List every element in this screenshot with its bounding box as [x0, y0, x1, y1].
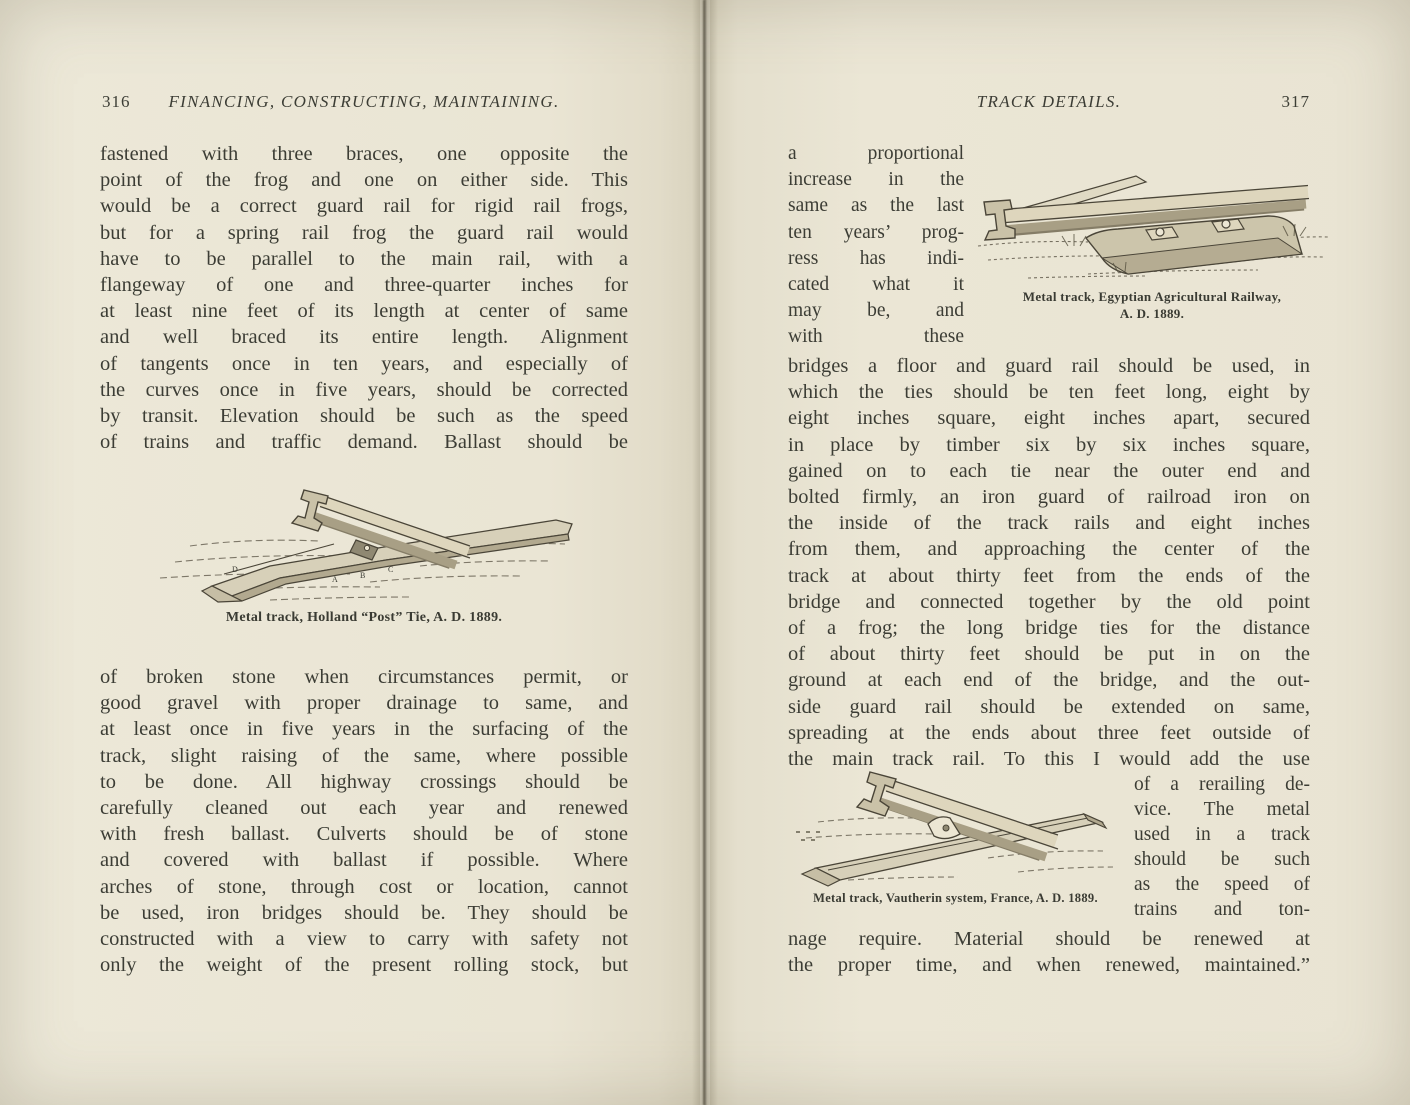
text-line: side guard rail should be extended on same, [788, 695, 1310, 718]
text-line: ress has indi- [788, 247, 964, 269]
text-line: a proportional [788, 143, 964, 164]
text-line: of about thirty feet should be put in on the [788, 643, 1310, 666]
text-line: track at about thirty feet from the ends of the [788, 564, 1310, 587]
text-line: as the speed of [1134, 874, 1310, 895]
text-line: at least nine feet of its length at center of same [100, 300, 628, 323]
text-line: track, slight raising of the same, where possible [100, 744, 628, 767]
text-line: only the weight of the present rolling stock, but [100, 954, 628, 977]
text-line: fastened with three braces, one opposite the [100, 143, 628, 165]
text-line: arches of stone, through cost or location, cannot [100, 875, 628, 898]
page-gutter-shadow [692, 0, 718, 1105]
text-line: the main track rail. To this I would add the use [788, 748, 1310, 771]
text-line: would be a correct guard rail for rigid rail frogs, [100, 195, 628, 218]
right-running-header [788, 92, 1310, 116]
text-line: trains and ton- [1134, 899, 1310, 920]
text-line: from them, and approaching the center of the [788, 538, 1310, 561]
text-line: nage require. Material should be renewed at [788, 928, 1310, 950]
text-line: constructed with a view to carry with safety not [100, 928, 628, 951]
text-line: of broken stone when circumstances permit, or [100, 666, 628, 688]
right-closing [788, 926, 1310, 978]
text-line: of trains and traffic demand. Ballast should be [100, 431, 628, 454]
text-line: to be done. All highway crossings should be [100, 770, 628, 793]
text-line: carefully cleaned out each year and renewed [100, 797, 628, 820]
text-line: at least once in five years in the surfacing of the [100, 718, 628, 741]
text-line: good gravel with proper drainage to same, and [100, 692, 628, 715]
text-line: used in a track [1134, 824, 1310, 845]
text-line: eight inches square, eight inches apart, secured [788, 407, 1310, 430]
right-body [788, 353, 1310, 772]
right-wrap-right-column [1134, 772, 1310, 922]
text-line: but for a spring rail frog the guard rail would [100, 221, 628, 244]
egyptian-railway-figure [968, 150, 1336, 288]
text-line: ten years’ prog- [788, 221, 964, 243]
text-line: the inside of the track rails and eight inches [788, 512, 1310, 535]
svg-text:C: C [388, 565, 394, 574]
left-page-number: 316 [102, 92, 131, 111]
left-header-title: FINANCING, CONSTRUCTING, MAINTAINING. [168, 92, 560, 111]
text-line: vice. The metal [1134, 799, 1310, 820]
left-paragraph-1 [100, 141, 628, 455]
text-line: with fresh ballast. Culverts should be of stone [100, 823, 628, 846]
right-figure1-caption-line1: Metal track, Egyptian Agricultural Railway, [1022, 289, 1282, 304]
text-line: bolted firmly, an iron guard of railroad iron on [788, 486, 1310, 509]
text-line: the curves once in five years, should be corrected [100, 378, 628, 401]
text-line: of a frog; the long bridge ties for the distance [788, 617, 1310, 640]
svg-text:D: D [232, 565, 238, 574]
page-gutter-line [703, 0, 705, 1105]
text-line: should be such [1134, 849, 1310, 870]
page-left [0, 0, 700, 1105]
left-paragraph-2 [100, 664, 628, 978]
text-line: of a rerailing de- [1134, 774, 1310, 795]
text-line: spreading at the ends about three feet outside of [788, 721, 1310, 744]
text-line: increase in the [788, 169, 964, 191]
text-line: same as the last [788, 195, 964, 217]
right-page-number: 317 [1281, 92, 1310, 111]
text-line: the proper time, and when renewed, maintained.” [788, 954, 1310, 977]
text-line: of tangents once in ten years, and especially of [100, 352, 628, 375]
holland-post-tie-figure [120, 478, 600, 608]
text-line: may be, and [788, 300, 964, 322]
text-line: bridge and connected together by the old point [788, 590, 1310, 613]
text-line: bridges a floor and guard rail should be used, in [788, 355, 1310, 377]
text-line: gained on to each tie near the outer end and [788, 459, 1310, 482]
right-figure1-caption [968, 288, 1336, 322]
text-line: flangeway of one and three-quarter inches for [100, 274, 628, 297]
text-line: be used, iron bridges should be. They should be [100, 901, 628, 924]
right-figure2-caption: Metal track, Vautherin system, France, A. D. 1889. [813, 891, 1098, 905]
svg-text:B: B [360, 571, 366, 580]
text-line: in place by timber six by six inches square, [788, 433, 1310, 456]
text-line: have to be parallel to the main rail, with a [100, 247, 628, 270]
text-line: and well braced its entire length. Alignment [100, 326, 628, 349]
right-figure1-caption-line2: A. D. 1889. [1119, 306, 1185, 321]
page-right [710, 0, 1410, 1105]
right-header-title: TRACK DETAILS. [976, 92, 1122, 111]
left-running-header [100, 92, 628, 116]
text-line: cated what it [788, 274, 964, 296]
right-wrap-left-column [788, 141, 964, 351]
text-line: by transit. Elevation should be such as the speed [100, 405, 628, 428]
vautherin-figure [788, 762, 1123, 890]
text-line: with these [788, 326, 964, 348]
text-line: point of the frog and one on either side. This [100, 169, 628, 192]
text-line: which the ties should be ten feet long, eight by [788, 381, 1310, 404]
text-line: and covered with ballast if possible. Where [100, 849, 628, 872]
text-line: ground at each end of the bridge, and the out- [788, 669, 1310, 692]
left-figure-caption: Metal track, Holland “Post” Tie, A. D. 1889. [225, 610, 503, 625]
svg-text:A: A [332, 575, 338, 584]
